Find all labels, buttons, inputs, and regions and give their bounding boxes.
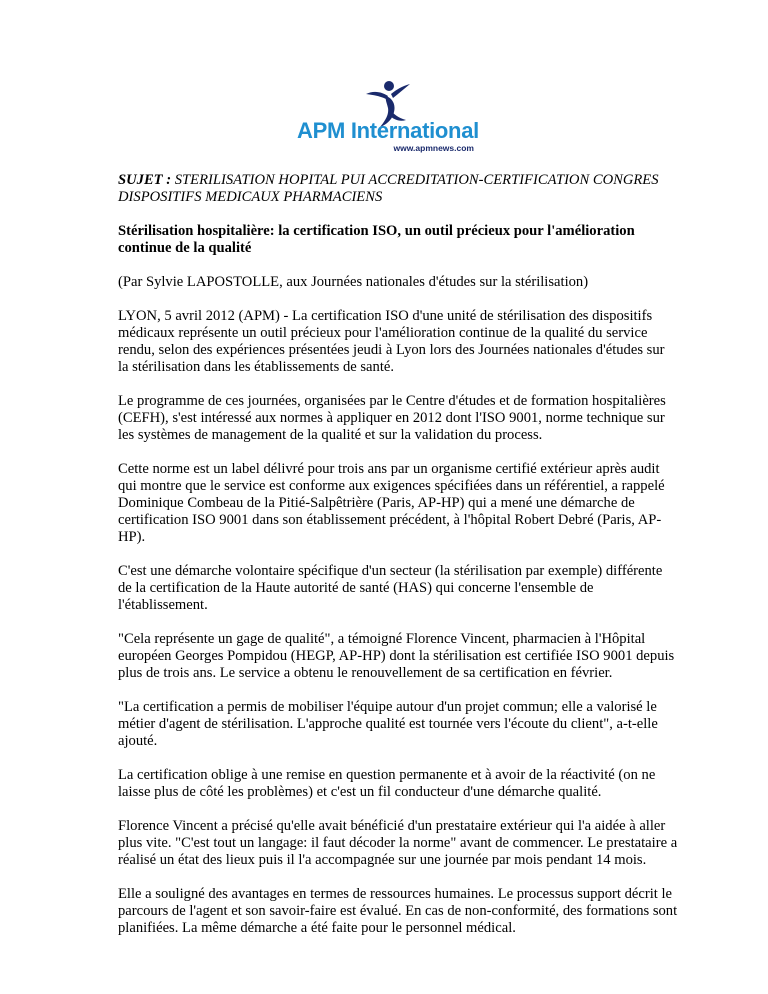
article-paragraph: "Cela représente un gage de qualité", a témoigné Florence Vincent, pharmacien à l'Hôpital européen Georges Pompidou (HEGP, AP-HP) dont la stérilisation est certifiée ISO 9001 depuis plus de trois ans. Le service a obtenu le renouvellement de sa certification en février. — [118, 631, 675, 681]
article-paragraph: Cette norme est un label délivré pour trois ans par un organisme certifié extérieur après audit qui montre que le service est conforme aux exigences spécifiées dans un référentiel, a rappelé Dominique Combeau de la Pitié-Salpêtrière (Paris, AP-HP) qui a mené une démarche de certification ISO 9001 dans son établissement précédent, à l'hôpital Robert Debré (Paris, AP-HP). — [118, 461, 665, 545]
article-body — [118, 172, 678, 954]
article-paragraph: LYON, 5 avril 2012 (APM) - La certification ISO d'une unité de stérilisation des dispositifs médicaux représente un outil précieux pour l'amélioration continue de la qualité du service rendu, selon des expériences présentées jeudi à Lyon lors des Journées nationales d'études sur la stérilisation dans les établissements de santé. — [118, 308, 665, 375]
apm-logo — [288, 80, 488, 156]
article-paragraph: "La certification a permis de mobiliser l'équipe autour d'un projet commun; elle a valorisé le métier d'agent de stérilisation. L'approche qualité est tournée vers l'écoute du client", a-t-elle ajouté. — [118, 699, 658, 749]
subject-text: STERILISATION HOPITAL PUI ACCREDITATION-CERTIFICATION CONGRES DISPOSITIFS MEDICAUX PHARMACIENS — [118, 172, 659, 205]
subject-label: SUJET : — [118, 172, 172, 188]
article-paragraph: Le programme de ces journées, organisées par le Centre d'études et de formation hospitalières (CEFH), s'est intéressé aux normes à appliquer en 2012 dont l'ISO 9001, norme technique sur les systèmes de management de la qualité et sur la validation du process. — [118, 393, 666, 443]
article-headline: Stérilisation hospitalière: la certification ISO, un outil précieux pour l'amélioration continue de la qualité — [118, 223, 635, 256]
article-byline: (Par Sylvie LAPOSTOLLE, aux Journées nationales d'études sur la stérilisation) — [118, 274, 589, 290]
article-paragraph: Florence Vincent a précisé qu'elle avait bénéficié d'un prestataire extérieur qui l'a aidée à aller plus vite. "C'est tout un langage: il faut décoder la norme" avant de commencer. Le prestataire a réalisé un état des lieux puis il l'a accompagnée sur une journée par mois pendant 14 mois. — [118, 818, 678, 868]
article-paragraph: La certification oblige à une remise en question permanente et à avoir de la réactivité (on ne laisse plus de côté les problèmes) et c'est un fil conducteur d'une démarche qualité. — [118, 767, 656, 800]
article-paragraph: C'est une démarche volontaire spécifique d'un secteur (la stérilisation par exemple) différente de la certification de la Haute autorité de santé (HAS) qui concerne l'ensemble de l'établissement. — [118, 563, 663, 613]
article-subject — [118, 172, 678, 206]
article-paragraph: Elle a souligné des avantages en termes de ressources humaines. Le processus support décrit le parcours de l'agent et son savoir-faire est évalué. En cas de non-conformité, des formations sont planifiées. La même démarche a été faite pour le personnel médical. — [118, 886, 678, 936]
logo-url: www.apmnews.com — [393, 143, 474, 153]
logo-wordmark: APM International — [297, 118, 479, 143]
